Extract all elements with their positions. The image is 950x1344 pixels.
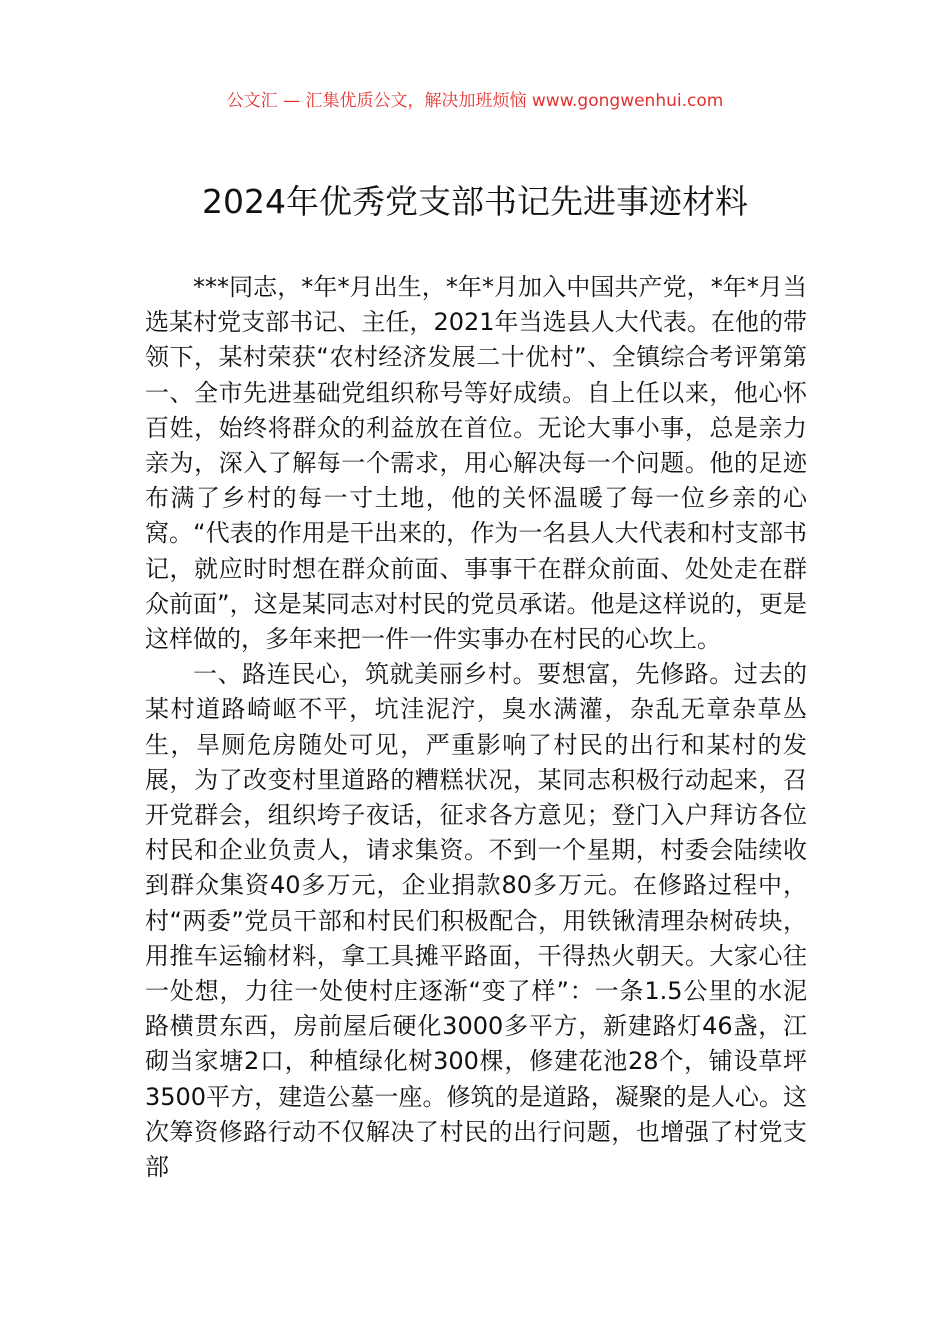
document-body [145,270,807,1185]
paragraph-intro: ***同志，*年*月出生，*年*月加入中国共产党，*年*月当选某村党支部书记、主任，2021年当选县人大代表。在他的带领下，某村荣获“农村经济发展二十优村”、全镇综合考评第第一、全市先进基础党组织称号等好成绩。自上任以来，他心怀百姓，始终将群众的利益放在首位。无论大事小事，总是亲力亲为，深入了解每一个需求，用心解决每一个问题。他的足迹布满了乡村的每一寸土地，他的关怀温暖了每一位乡亲的心窝。“代表的作用是干出来的，作为一名县人大代表和村支部书记，就应时时想在群众前面、事事干在群众前面、处处走在群众前面”，这是某同志对村民的党员承诺。他是这样说的，更是这样做的，多年来把一件一件实事办在村民的心坎上。 [145,273,807,654]
site-banner: 公文汇 — 汇集优质公文，解决加班烦恼 www.gongwenhui.com [226,91,724,111]
paragraph-section-one: 一、路连民心，筑就美丽乡村。要想富，先修路。过去的某村道路崎岖不平，坑洼泥泞，臭水满灌，杂乱无章杂草丛生，旱厕危房随处可见，严重影响了村民的出行和某村的发展，为了改变村里道路的糟糕状况，某同志积极行动起来，召开党群会，组织垮子夜话，征求各方意见；登门入户拜访各位村民和企业负责人，请求集资。不到一个星期，村委会陆续收到群众集资40多万元，企业捐款80多万元。在修路过程中，村“两委”党员干部和村民们积极配合，用铁锹清理杂树砖块，用推车运输材料，拿工具摊平路面，干得热火朝天。大家心往一处想，力往一处使村庄逐渐“变了样”：一条1.5公里的水泥路横贯东西，房前屋后硬化3000多平方，新建路灯46盏，江砌当家塘2口，种植绿化树300棵，修建花池28个，铺设草坪3500平方，建造公墓一座。修筑的是道路，凝聚的是人心。这次筹资修路行动不仅解决了村民的出行问题，也增强了村党支部 [145,660,807,1182]
document-title: 2024年优秀党支部书记先进事迹材料 [202,182,748,221]
